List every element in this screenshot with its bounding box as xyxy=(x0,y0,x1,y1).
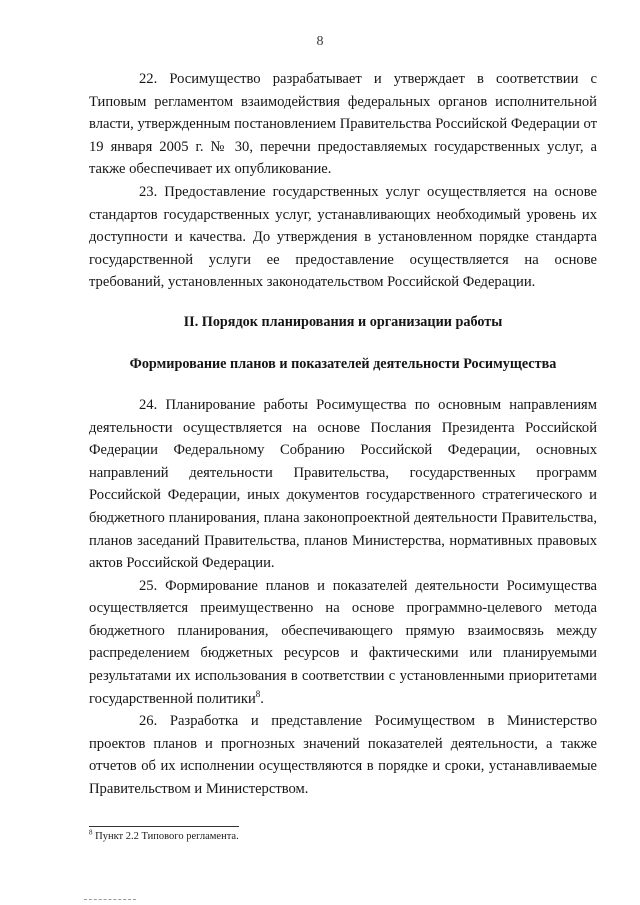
paragraph-25-end: . xyxy=(260,690,264,707)
footnote-marker: 8 xyxy=(89,828,93,837)
paragraph-25 xyxy=(89,575,597,711)
page-number: 8 xyxy=(316,34,324,49)
footnote xyxy=(89,830,239,843)
subsection-heading: Формирование планов и показателей деятельности Росимущества xyxy=(129,355,557,372)
footnote-text: Пункт 2.2 Типового регламента. xyxy=(92,831,239,842)
page-body xyxy=(89,68,597,801)
paragraph-22: 22. Росимущество разрабатывает и утверждает в соответствии с Типовым регламентом взаимодействия федеральных органов исполнительной власти, утвержденным постановлением Правительства Российской Федерации от 19 января 2005 г. № 30, перечни предоставляемых государственных услуг, а также обеспечивает их опубликование. xyxy=(89,71,597,178)
scan-artifact xyxy=(84,899,136,901)
paragraph-25-text: 25. Формирование планов и показателей деятельности Росимущества осуществляется преимущественно на основе программно-целевого метода бюджетного планирования, обеспечивающего прямую взаимосвязь между распределением бюджетных ресурсов и фактическими или планируемыми результатами их использования в соответствии с установленными приоритетами государственной политики xyxy=(89,577,597,707)
footnote-reference[interactable]: 8 xyxy=(255,688,261,699)
paragraph-24: 24. Планирование работы Росимущества по основным направлениям деятельности осуществляется на основе Послания Президента Российской Федерации Федеральному Собранию Российской Федерации, основных направлений деятельности Правительства, государственных программ Российской Федерации, иных документов государственного стратегического и бюджетного планирования, плана законопроектной деятельности Правительства, планов заседаний Правительства, планов Министерства, нормативных правовых актов Российской Федерации. xyxy=(89,396,597,572)
paragraph-23: 23. Предоставление государственных услуг осуществляется на основе стандартов государственных услуг, устанавливающих необходимый уровень их доступности и качества. До утверждения в установленном порядке стандарта государственной услуги ее предоставление осуществляется на основе требований, установленных законодательством Российской Федерации. xyxy=(89,183,597,291)
footnote-separator xyxy=(89,826,239,827)
paragraph-26: 26. Разработка и представление Росимуществом в Министерство проектов планов и прогнозных значений показателей деятельности, а также отчетов об их исполнении осуществляются в порядке и сроки, устанавливаемые Правительством и Министерством. xyxy=(89,713,597,798)
section-heading: II. Порядок планирования и организации работы xyxy=(183,313,503,330)
